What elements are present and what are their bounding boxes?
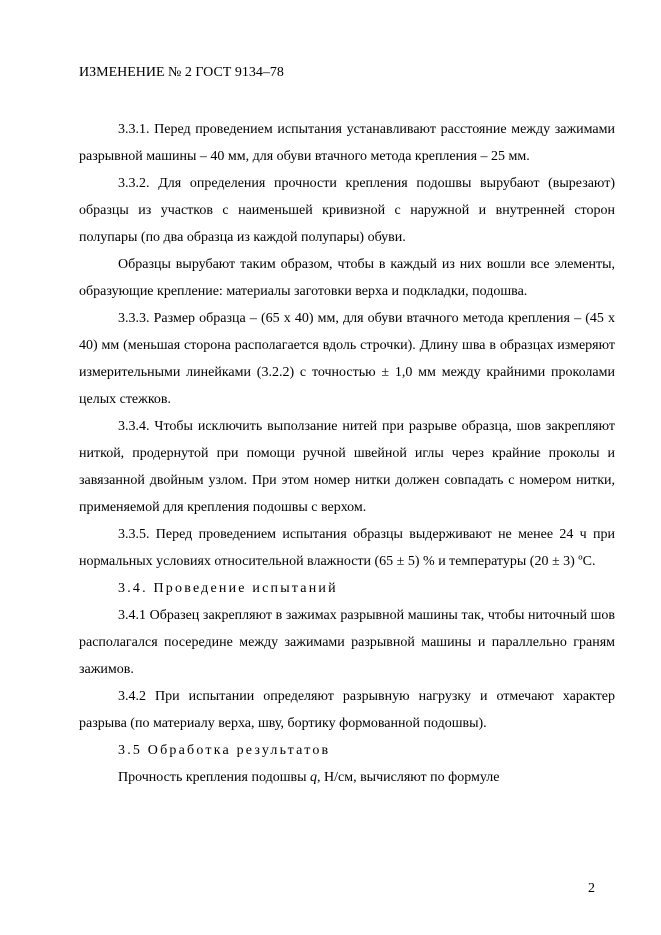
- document-body: [79, 116, 615, 791]
- paragraph-3-3-2: 3.3.2. Для определения прочности крепления подошвы вырубают (вырезают) образцы из участков с наименьшей кривизной с наружной и внутренней сторон полупары (по два образца из каждой полупары) обуви.: [79, 176, 615, 245]
- paragraph-3-3-3: 3.3.3. Размер образца – (65 х 40) мм, для обуви втачного метода крепления – (45 х 40) мм (меньшая сторона располагается вдоль строчки). Длину шва в образцах измеряют измерительными линейками (3.2.2) с точностью ± 1,0 мм между крайними проколами целых стежков.: [79, 311, 615, 407]
- paragraph-3-5-formula-intro: [79, 764, 615, 791]
- paragraph-3-4-2: 3.4.2 При испытании определяют разрывную нагрузку и отмечают характер разрыва (по материалу верха, шву, бортику формованной подошвы).: [79, 689, 615, 731]
- page-number: 2: [588, 881, 595, 896]
- paragraph-3-3-5: 3.3.5. Перед проведением испытания образцы выдерживают не менее 24 ч при нормальных условиях относительной влажности (65 ± 5) % и температуры (20 ± 3) ºС.: [79, 527, 615, 569]
- paragraph-3-4-1: 3.4.1 Образец закрепляют в зажимах разрывной машины так, чтобы ниточный шов располагался посередине между зажимами разрывной машины и параллельно граням зажимов.: [79, 608, 615, 677]
- section-heading-3-5: 3.5 Обработка результатов: [118, 743, 331, 758]
- document-header: ИЗМЕНЕНИЕ № 2 ГОСТ 9134–78: [79, 65, 284, 80]
- formula-intro-text: Прочность крепления подошвы: [118, 770, 310, 785]
- paragraph-3-3-2-samples: Образцы вырубают таким образом, чтобы в каждый из них вошли все элементы, образующие крепление: материалы заготовки верха и подкладки, подошва.: [79, 257, 615, 299]
- paragraph-3-3-1: 3.3.1. Перед проведением испытания устанавливают расстояние между зажимами разрывной машины – 40 мм, для обуви втачного метода крепления – 25 мм.: [79, 122, 615, 164]
- section-heading-3-4: 3.4. Проведение испытаний: [118, 581, 338, 596]
- variable-q: q: [310, 770, 317, 785]
- paragraph-3-3-4: 3.3.4. Чтобы исключить выползание нитей при разрыве образца, шов закрепляют ниткой, продернутой при помощи ручной швейной иглы через крайние проколы и завязанной двойным узлом. При этом номер нитки должен совпадать с номером нитки, применяемой для крепления подошвы с верхом.: [79, 419, 615, 515]
- formula-intro-text-end: , Н/см, вычисляют по формуле: [317, 770, 500, 785]
